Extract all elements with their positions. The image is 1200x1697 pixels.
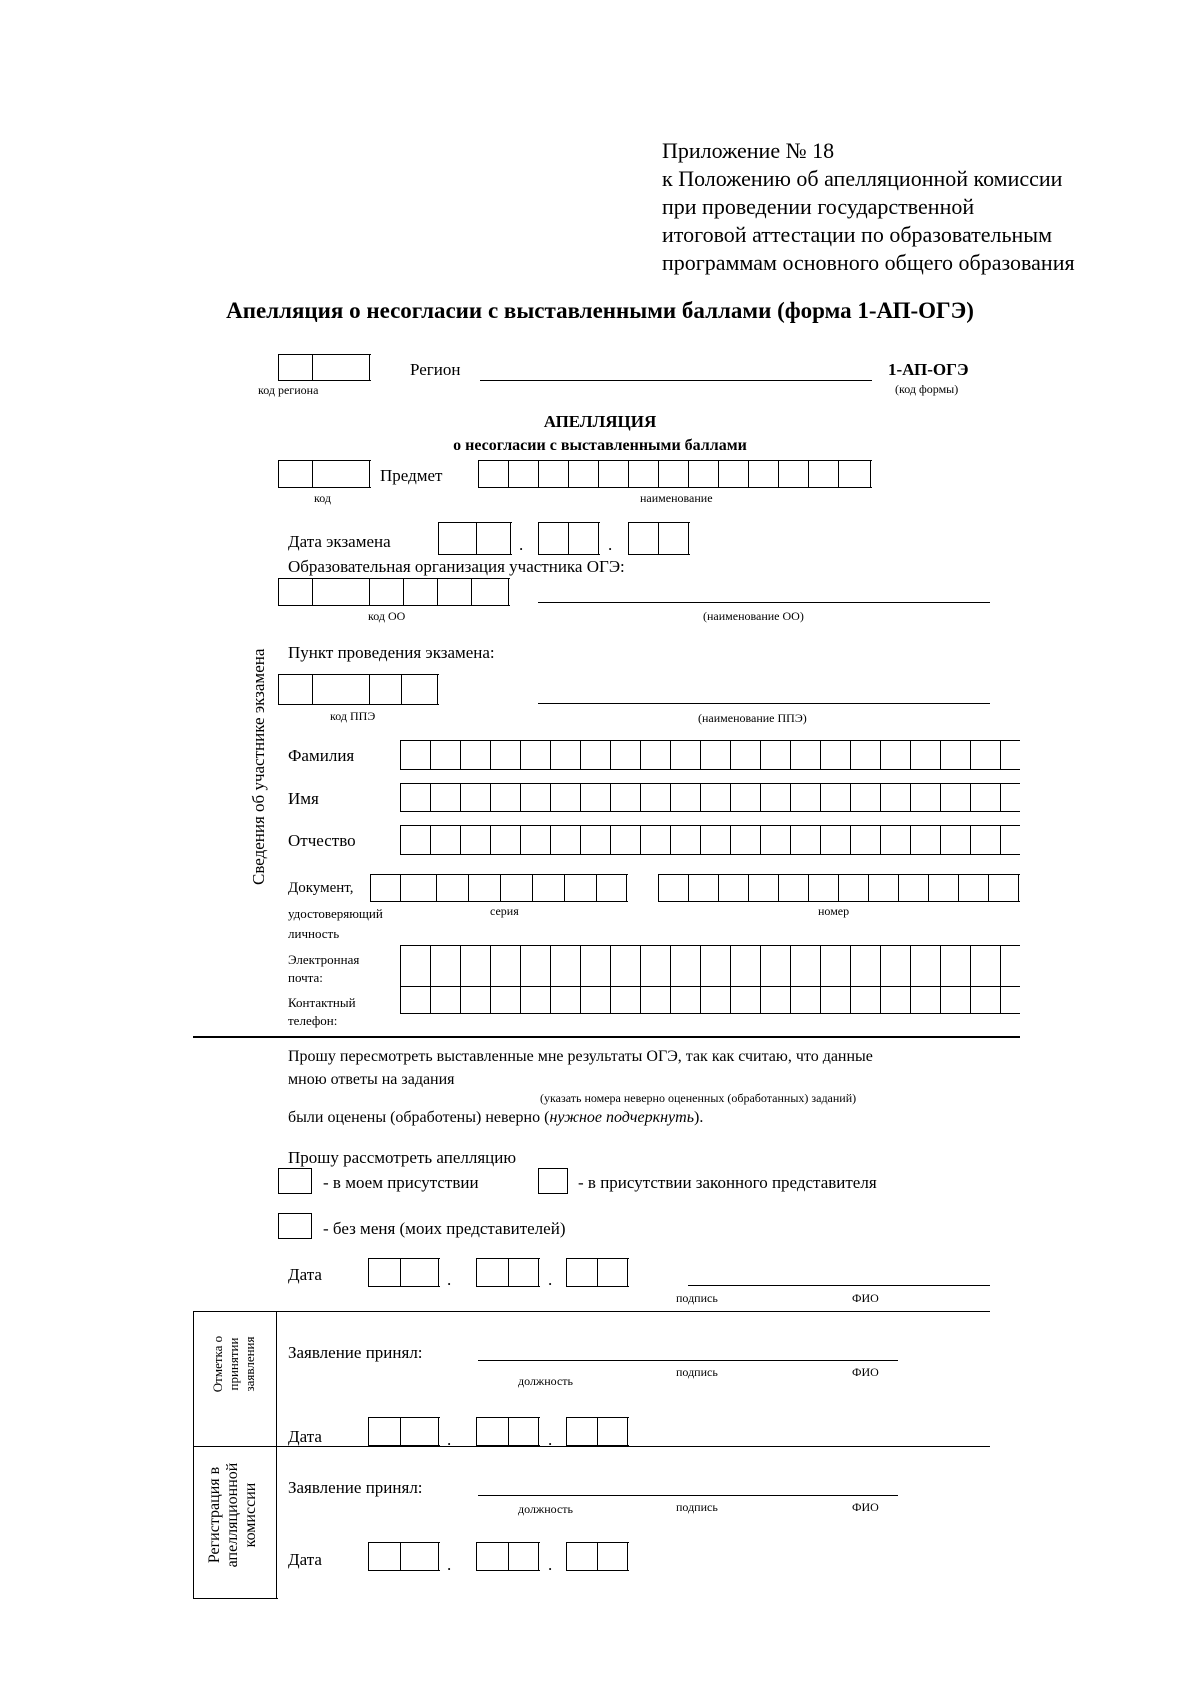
date-separator: . — [447, 1555, 452, 1574]
registration-side-text: апелляционной — [224, 1462, 241, 1568]
document-label: личность — [288, 926, 340, 941]
registration-accepted-line[interactable] — [478, 1495, 898, 1496]
request-italic: нужное подчеркнуть — [549, 1109, 694, 1126]
date-separator: . — [447, 1430, 452, 1449]
registration-date-label: Дата — [288, 1550, 322, 1569]
region-name-line[interactable] — [480, 380, 872, 381]
date-separator: . — [447, 1270, 452, 1289]
appeal-heading: АПЕЛЛЯЦИЯ — [543, 412, 657, 431]
request-line — [288, 1109, 703, 1127]
surname-boxes[interactable] — [400, 740, 1020, 770]
subject-label: Предмет — [380, 466, 443, 485]
appeal-subheading: о несогласии с выставленными баллами — [453, 437, 747, 454]
request-text: ). — [693, 1109, 704, 1126]
form-code: 1-АП-ОГЭ — [888, 360, 969, 379]
phone-boxes[interactable] — [400, 986, 1020, 1014]
patronymic-boxes[interactable] — [400, 825, 1020, 855]
representative-checkbox[interactable] — [538, 1168, 568, 1194]
subject-code-label: код — [314, 491, 331, 505]
frame-left-line — [193, 1311, 194, 1598]
date-separator: . — [548, 1270, 553, 1289]
acceptance-date-label: Дата — [288, 1427, 322, 1446]
signature-line[interactable] — [688, 1285, 990, 1286]
request-line: Прошу пересмотреть выставленные мне результаты ОГЭ, так как считаю, что данные — [288, 1048, 873, 1065]
acceptance-top-line — [193, 1311, 990, 1312]
region-label: Регион — [410, 360, 461, 379]
appendix-line: Приложение № 18 — [662, 138, 835, 163]
exam-point-name-label: (наименование ППЭ) — [698, 711, 807, 725]
surname-label: Фамилия — [288, 746, 355, 765]
document-number-boxes[interactable] — [658, 874, 1020, 902]
frame-side-column-line — [276, 1311, 277, 1598]
date-separator: . — [608, 535, 613, 554]
acceptance-side-text: заявления — [242, 1336, 257, 1392]
request-hint: (указать номера неверно оцененных (обработанных) заданий) — [540, 1091, 857, 1105]
request-text: были оценены (обработены) неверно ( — [288, 1109, 550, 1126]
organization-code-label: код ОО — [368, 609, 406, 623]
email-label: почта: — [288, 970, 323, 985]
accepted-line[interactable] — [478, 1360, 898, 1361]
registration-fio-label: ФИО — [852, 1500, 879, 1514]
registration-side-text: комиссии — [242, 1482, 259, 1548]
review-label: Прошу рассмотреть апелляцию — [288, 1148, 517, 1167]
acceptance-date-day-boxes[interactable] — [368, 1417, 440, 1446]
email-boxes[interactable] — [400, 945, 1020, 987]
phone-label: телефон: — [288, 1013, 338, 1028]
exam-date-month-boxes[interactable] — [538, 522, 600, 555]
acceptance-date-year-boxes[interactable] — [566, 1417, 629, 1446]
organization-name-line[interactable] — [538, 602, 990, 603]
exam-date-year-boxes[interactable] — [628, 522, 690, 555]
present-checkbox[interactable] — [278, 1168, 312, 1194]
acceptance-signature-label: подпись — [676, 1365, 718, 1379]
signature-label: подпись — [676, 1291, 718, 1305]
document-number-label: номер — [818, 904, 850, 918]
absent-option-label: - без меня (моих представителей) — [323, 1219, 566, 1238]
organization-label: Образовательная организация участника ОГЭ: — [288, 557, 625, 576]
appendix-line: к Положению об апелляционной комиссии — [662, 166, 1063, 191]
region-code-label: код региона — [258, 383, 319, 397]
document-label: удостоверяющий — [288, 906, 383, 921]
name-boxes[interactable] — [400, 783, 1020, 812]
document-label: Документ, — [288, 880, 354, 896]
signature-date-year-boxes[interactable] — [566, 1258, 629, 1287]
acceptance-date-month-boxes[interactable] — [476, 1417, 540, 1446]
signature-date-label: Дата — [288, 1265, 322, 1284]
registration-accepted-label: Заявление принял: — [288, 1478, 423, 1497]
signature-date-day-boxes[interactable] — [368, 1258, 440, 1287]
exam-date-day-boxes[interactable] — [438, 522, 512, 555]
registration-date-year-boxes[interactable] — [566, 1542, 629, 1571]
document-series-label: серия — [490, 904, 519, 918]
appendix-line: программам основного общего образования — [662, 250, 1075, 275]
acceptance-side-text: Отметка о — [210, 1335, 225, 1393]
position-label: должность — [518, 1374, 573, 1388]
patronymic-label: Отчество — [288, 831, 356, 850]
exam-point-code-label: код ППЭ — [330, 709, 376, 723]
appendix-line: при проведении государственной — [662, 194, 975, 219]
appendix-line: итоговой аттестации по образовательным — [662, 222, 1053, 247]
organization-code-boxes[interactable] — [278, 578, 510, 606]
exam-point-label: Пункт проведения экзамена: — [288, 643, 495, 662]
form-code-label: (код формы) — [895, 382, 959, 396]
organization-name-label: (наименование ОО) — [703, 609, 804, 623]
region-code-boxes[interactable] — [278, 354, 371, 381]
fio-label: ФИО — [852, 1291, 879, 1305]
request-line: мною ответы на задания — [288, 1071, 455, 1088]
exam-point-code-boxes[interactable] — [278, 674, 439, 705]
subject-code-boxes[interactable] — [278, 460, 371, 488]
date-separator: . — [548, 1555, 553, 1574]
exam-date-label: Дата экзамена — [288, 532, 391, 551]
acceptance-side-text: принятии — [226, 1337, 241, 1391]
absent-checkbox[interactable] — [278, 1213, 312, 1239]
subject-name-boxes[interactable] — [478, 460, 872, 488]
registration-side-label — [206, 1450, 260, 1580]
registration-position-label: должность — [518, 1502, 573, 1516]
date-separator: . — [548, 1430, 553, 1449]
accepted-label: Заявление принял: — [288, 1343, 423, 1362]
acceptance-fio-label: ФИО — [852, 1365, 879, 1379]
appendix-note — [662, 137, 1075, 277]
email-label: Электронная — [288, 952, 360, 967]
signature-date-month-boxes[interactable] — [476, 1258, 540, 1287]
present-option-label: - в моем присутствии — [323, 1173, 479, 1192]
section-divider — [193, 1036, 1020, 1038]
registration-date-month-boxes[interactable] — [476, 1542, 540, 1571]
registration-side-text: Регистрация в — [206, 1466, 223, 1564]
exam-point-name-line[interactable] — [538, 703, 990, 704]
registration-signature-label: подпись — [676, 1500, 718, 1514]
date-separator: . — [519, 535, 524, 554]
frame-bottom-line — [193, 1598, 278, 1599]
name-label: Имя — [288, 789, 319, 808]
registration-date-day-boxes[interactable] — [368, 1542, 440, 1571]
subject-name-label: наименование — [640, 491, 713, 505]
form-title: Апелляция о несогласии с выставленными баллами (форма 1-АП-ОГЭ) — [226, 298, 974, 323]
phone-label: Контактный — [288, 995, 356, 1010]
participant-section-label: Сведения об участнике экзамена — [249, 648, 268, 885]
representative-option-label: - в присутствии законного представителя — [578, 1173, 877, 1192]
acceptance-side-label — [210, 1314, 258, 1414]
document-series-boxes[interactable] — [370, 874, 628, 902]
